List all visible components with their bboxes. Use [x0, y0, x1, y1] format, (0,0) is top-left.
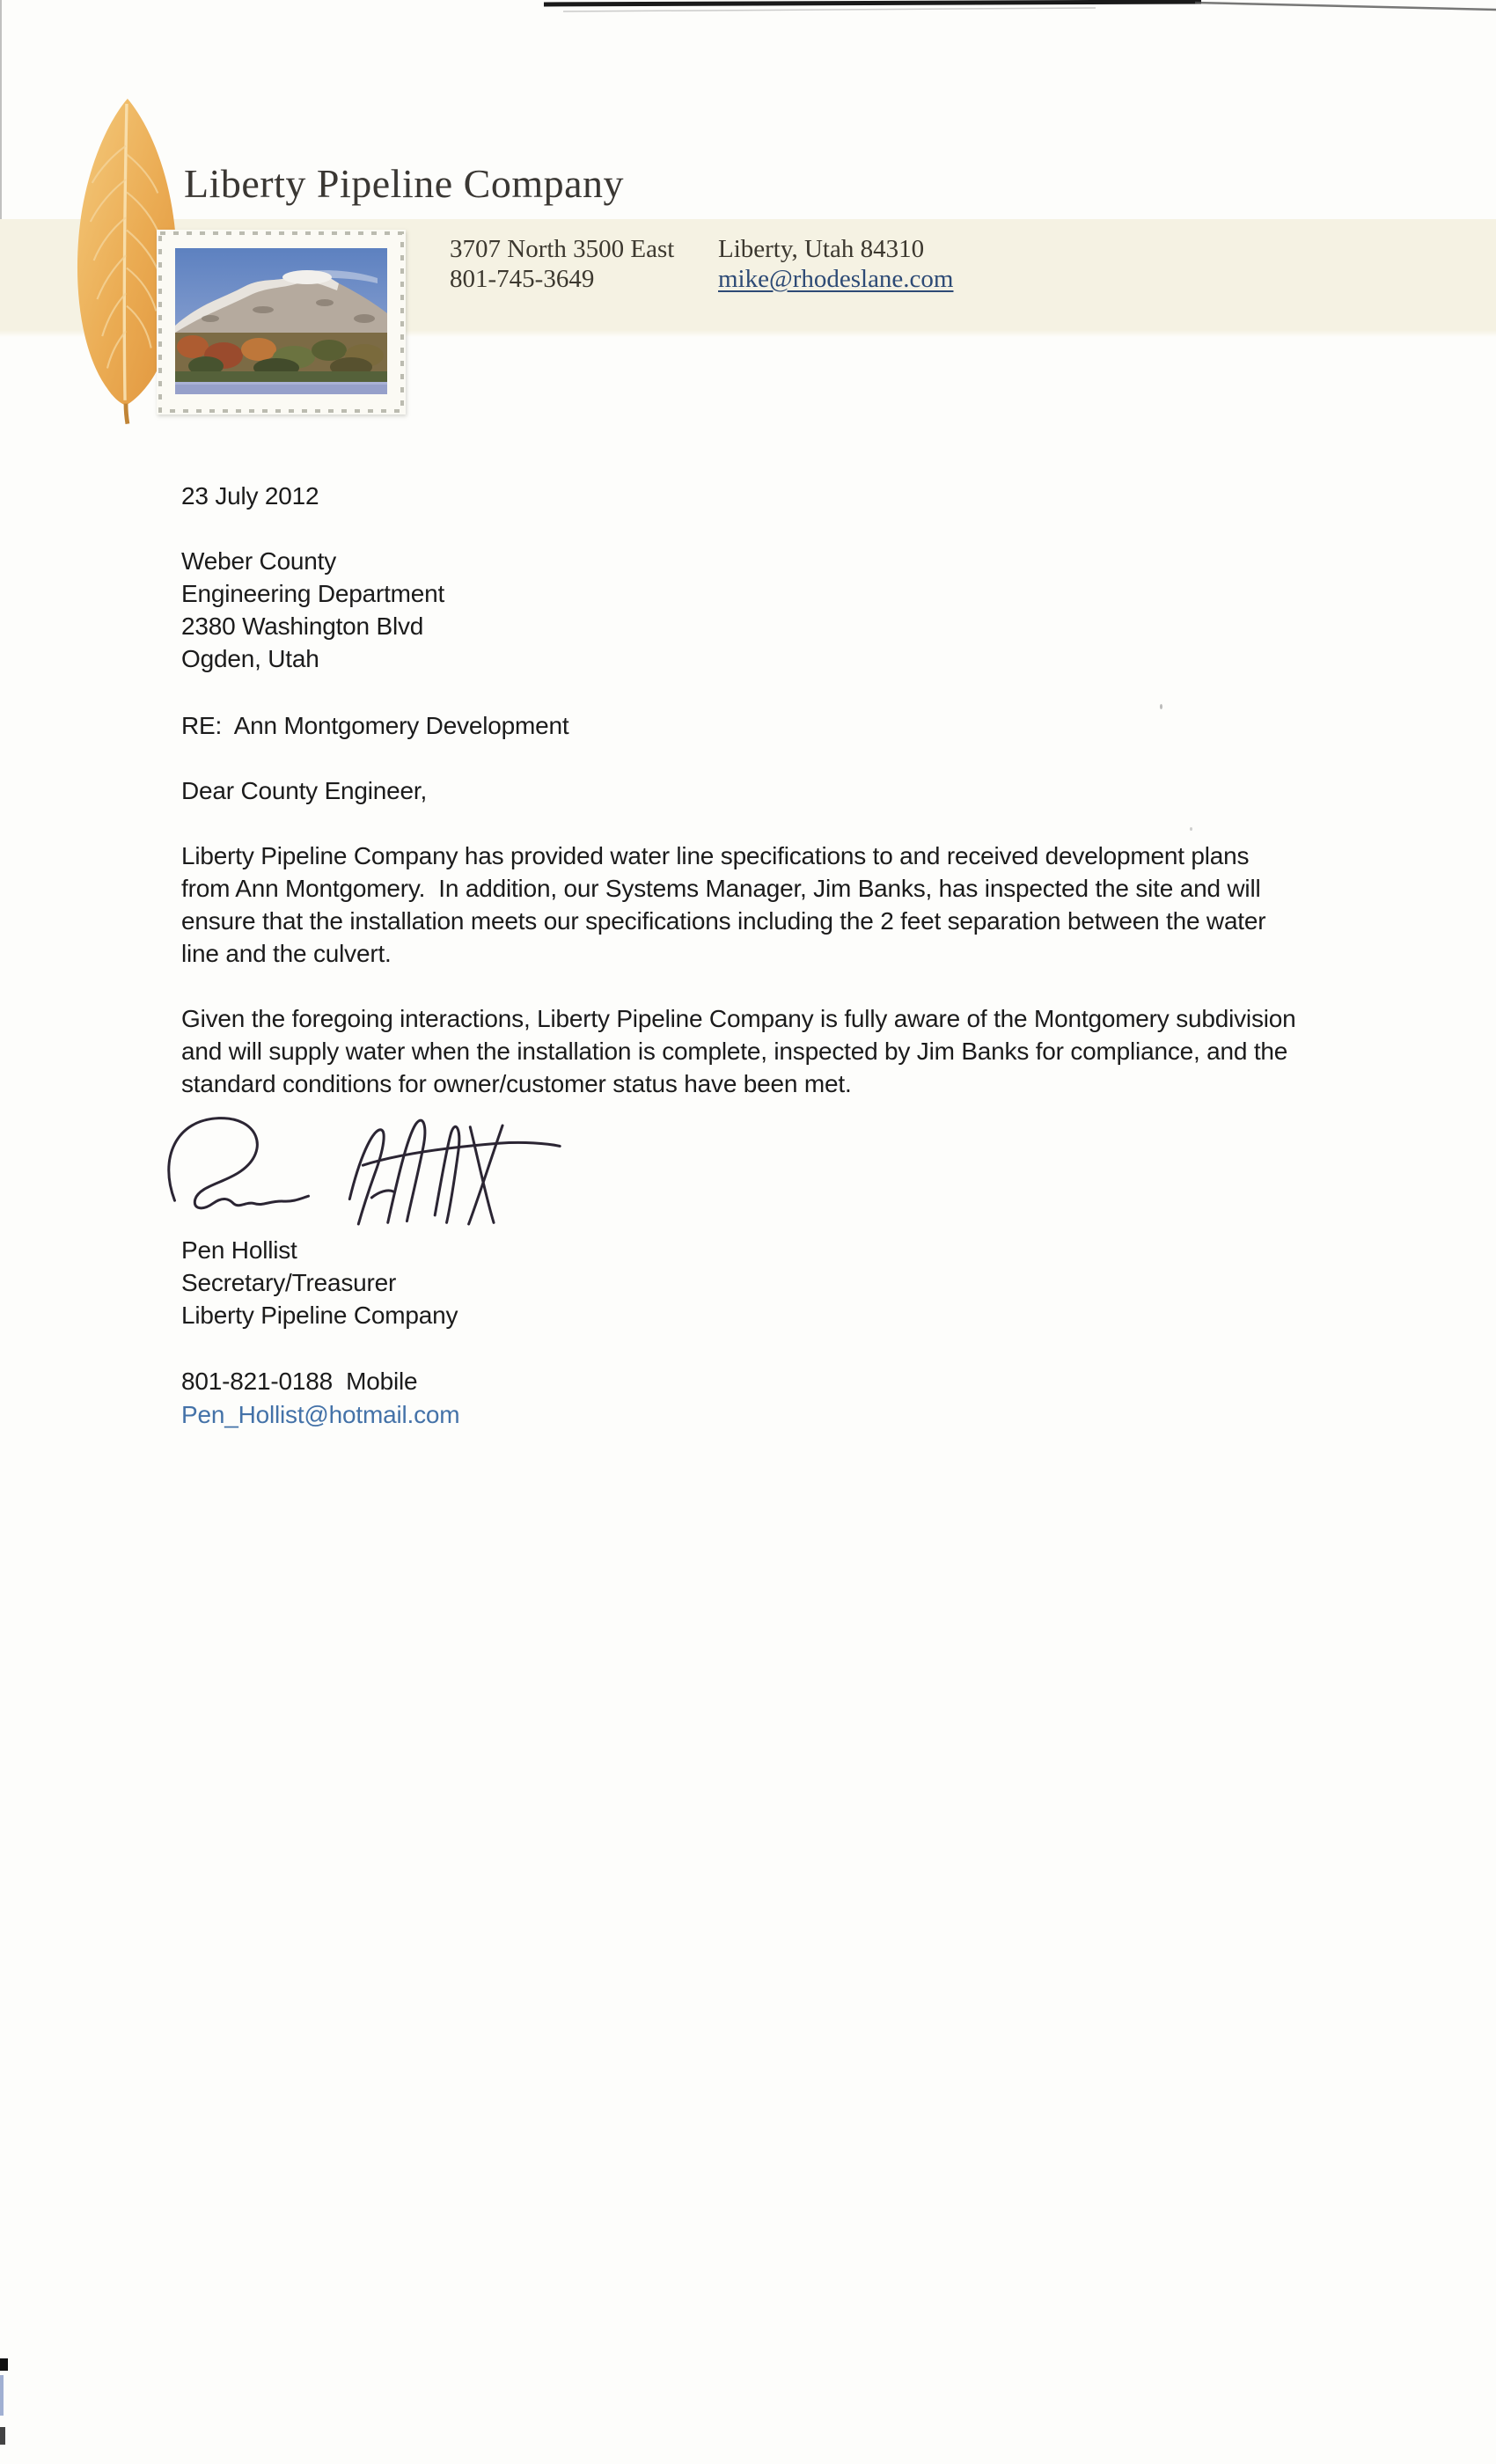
recipient-address-block: [181, 545, 444, 675]
letter-date: 23 July 2012: [181, 482, 319, 510]
company-name: Liberty Pipeline Company: [184, 161, 625, 206]
closing-block: [181, 1234, 458, 1331]
city-state-zip: Liberty, Utah 84310: [718, 235, 925, 263]
body-paragraph-1: [181, 840, 1265, 970]
scan-edge-mark: [0, 2358, 8, 2371]
paragraph-line: Given the foregoing interactions, Liberty Pipeline Company is fully aware of the Montgomery subdivision: [181, 1005, 1296, 1032]
phone-number: 801-745-3649: [450, 265, 595, 293]
subject-line: RE: Ann Montgomery Development: [181, 712, 569, 739]
recipient-line: Engineering Department: [181, 580, 445, 607]
paragraph-line: and will supply water when the installation is complete, inspected by Jim Banks for compliance, and the: [181, 1038, 1288, 1065]
sender-name: Pen Hollist: [181, 1236, 297, 1264]
scan-edge-mark: [0, 2427, 5, 2445]
recipient-line: Ogden, Utah: [181, 645, 319, 672]
paragraph-line: from Ann Montgomery. In addition, our Systems Manager, Jim Banks, has inspected the site and will: [181, 875, 1261, 902]
letterhead-contact-left: [450, 234, 674, 294]
paragraph-line: ensure that the installation meets our specifications including the 2 feet separation between the water: [181, 907, 1266, 935]
recipient-line: 2380 Washington Blvd: [181, 612, 424, 640]
letterhead-email: mike@rhodeslane.com: [718, 265, 954, 293]
street-address: 3707 North 3500 East: [450, 235, 675, 263]
mountain-photo-stamp-icon: [156, 229, 407, 415]
paragraph-line: standard conditions for owner/customer status have been met.: [181, 1070, 852, 1097]
scan-speck: [1190, 827, 1192, 831]
sender-title: Secretary/Treasurer: [181, 1269, 397, 1296]
sender-company: Liberty Pipeline Company: [181, 1302, 458, 1329]
scan-speck: [1160, 704, 1162, 709]
recipient-line: Weber County: [181, 547, 337, 575]
closing-email: Pen_Hollist@hotmail.com: [181, 1401, 460, 1428]
handwritten-signature-icon: [148, 1112, 572, 1237]
body-paragraph-2: [181, 1002, 1296, 1100]
letterhead-contact-right: [718, 234, 954, 294]
scan-edge-mark: [0, 2375, 4, 2416]
paragraph-line: line and the culvert.: [181, 940, 392, 967]
paragraph-line: Liberty Pipeline Company has provided water line specifications to and received development plans: [181, 842, 1250, 869]
closing-phone: 801-821-0188 Mobile: [181, 1368, 418, 1395]
scan-edge-line-top: [0, 0, 1496, 23]
salutation: Dear County Engineer,: [181, 777, 428, 804]
